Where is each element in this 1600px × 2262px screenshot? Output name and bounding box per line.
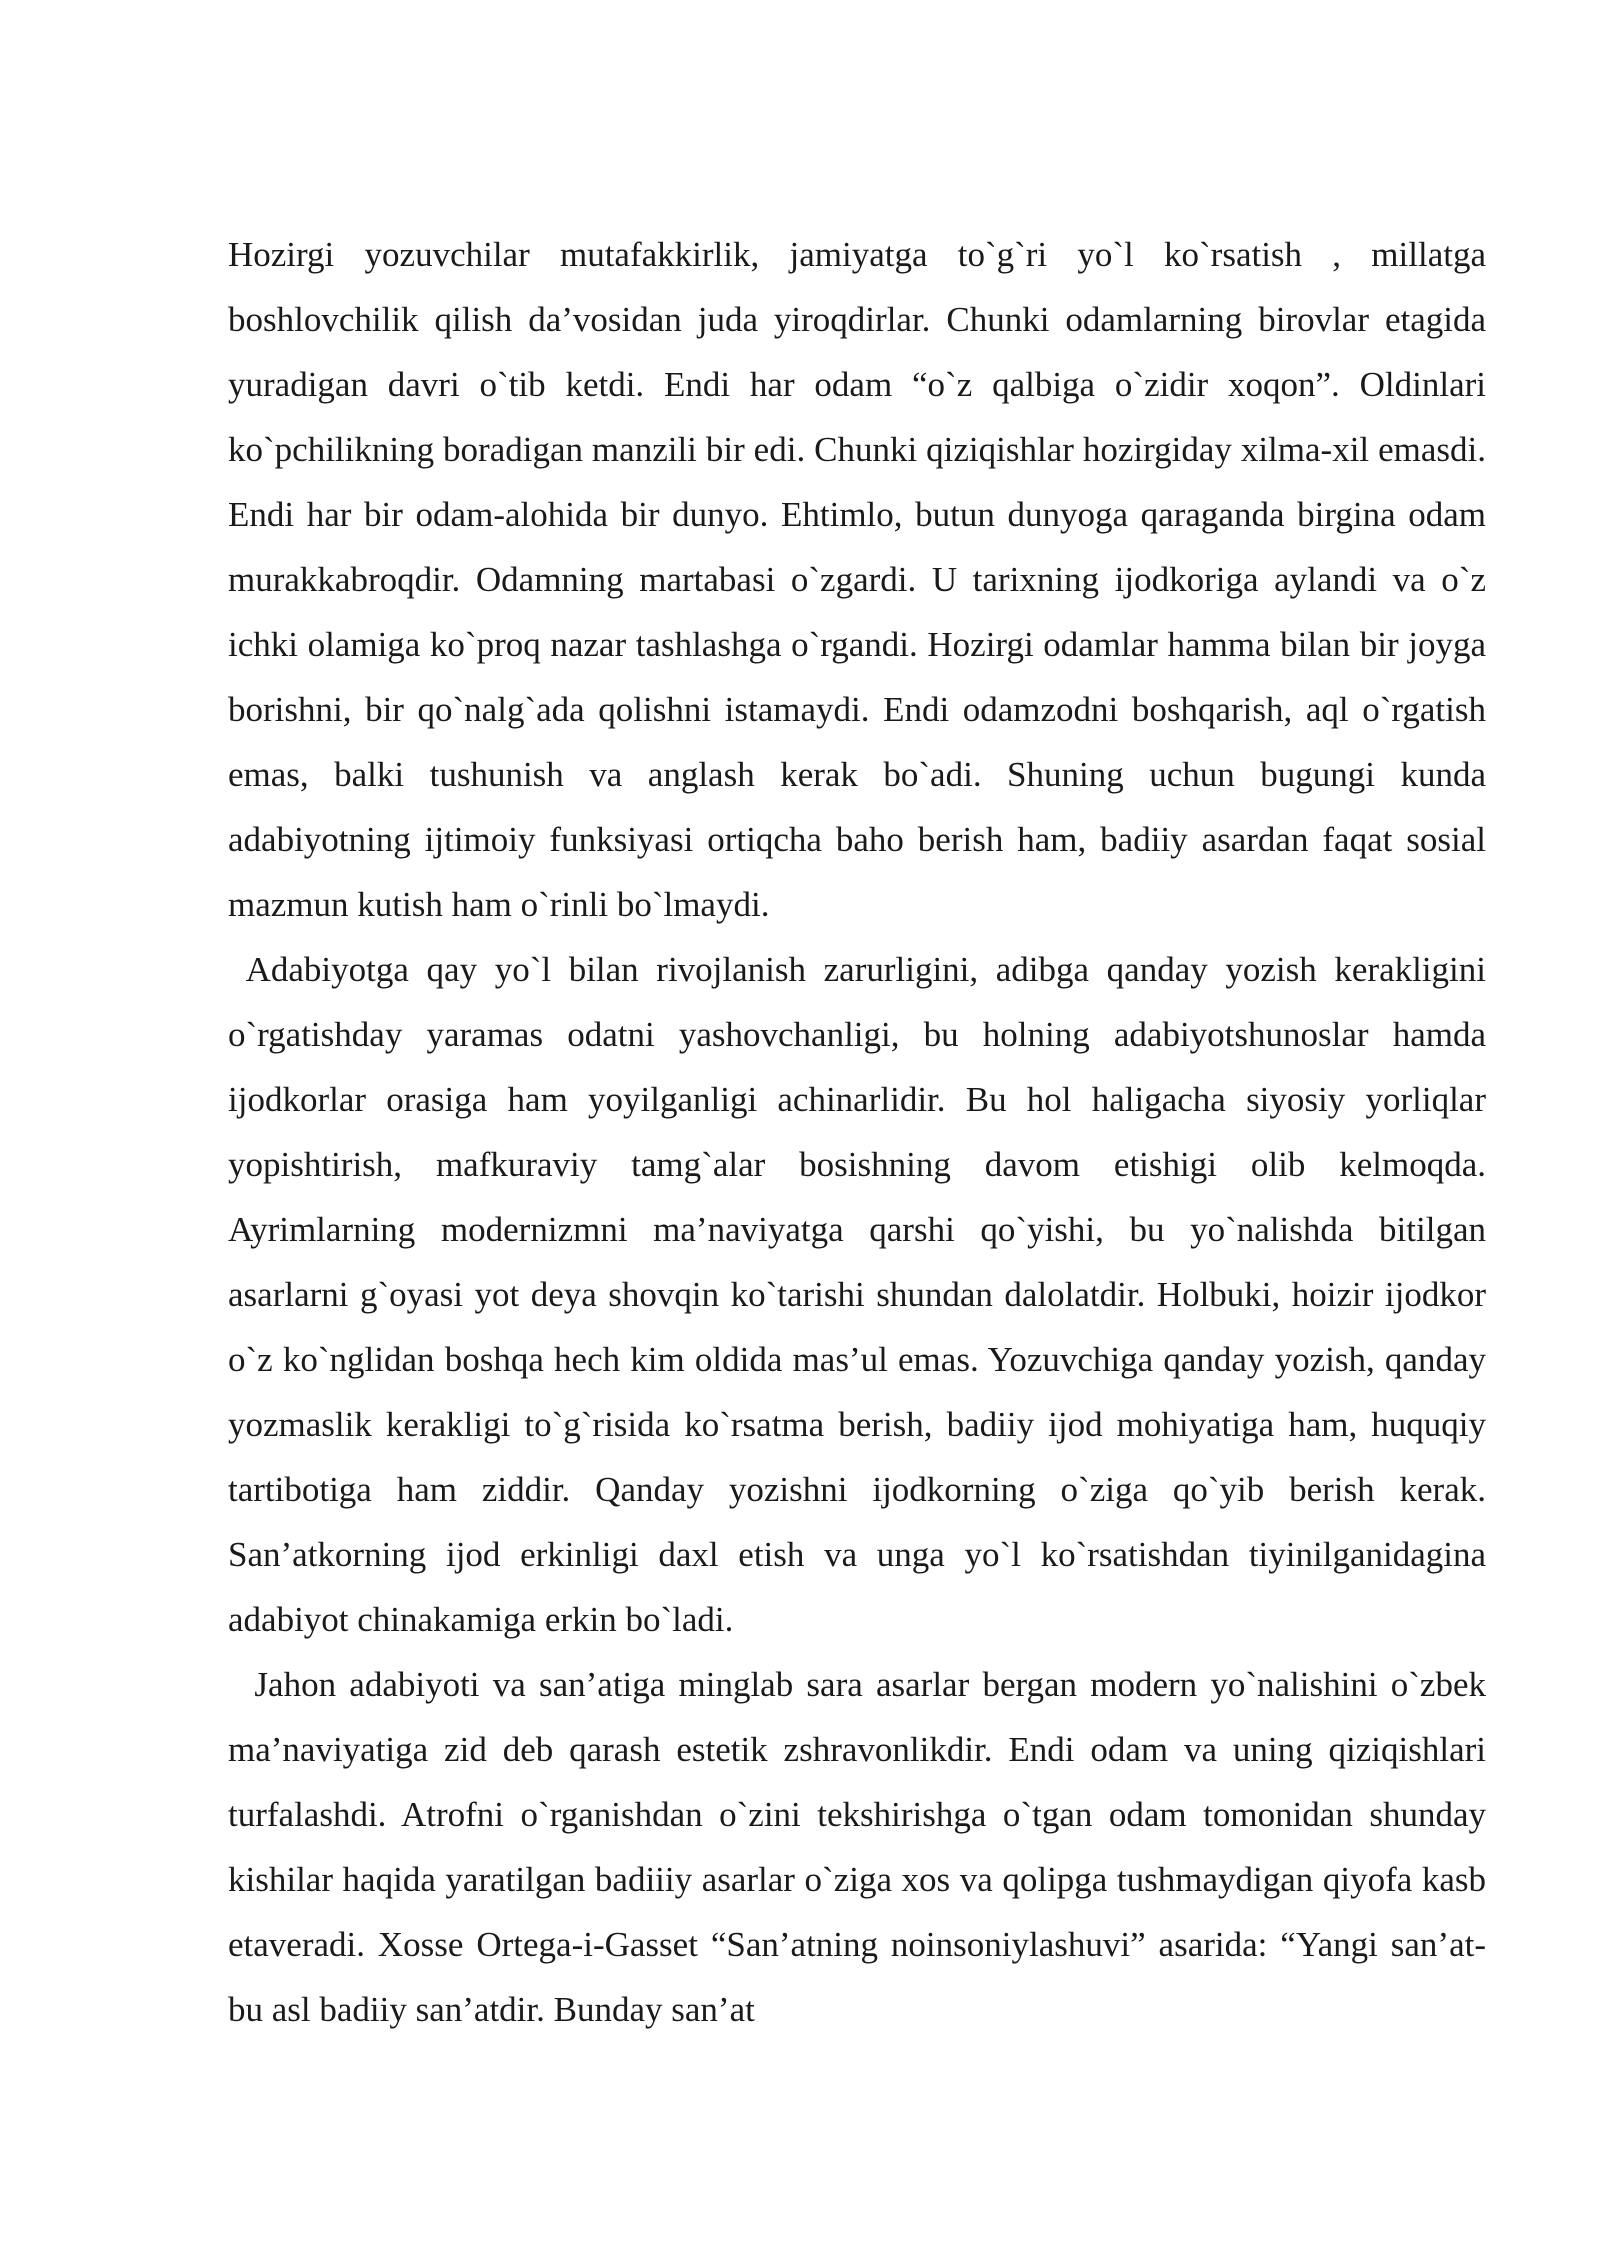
paragraph-3: Jahon adabiyoti va san’atiga minglab sara asarlar bergan modern yo`nalishini o`zbek ma’naviyatiga zid deb qarash estetik zshravonlikdir. Endi odam va uning qiziqishlari turfalashdi. Atrofni o`rganishdan o`zini tekshirishga o`tgan odam tomonidan shunday kishilar haqida yaratilgan badiiiy asarlar o`ziga xos va qolipga tushmaydigan qiyofa kasb etaveradi. Xosse Ortega-i-Gasset “San’atning noinsoniylashuvi” asarida: “Yangi san’at-bu asl badiiy san’atdir. Bunday san’at (228, 1665, 1495, 2029)
document-body (228, 222, 1495, 2042)
paragraph-2: Adabiyotga qay yo`l bilan rivojlanish zarurligini, adibga qanday yozish kerakligini o`rgatishday yaramas odatni yashovchanligi, bu holning adabiyotshunoslar hamda ijodkorlar orasiga ham yoyilganligi achinarlidir. Bu hol haligacha siyosiy yorliqlar yopishtirish, mafkuraviy tamg`alar bosishning davom etishigi olib kelmoqda. Ayrimlarning modernizmni ma’naviyatga qarshi qo`yishi, bu yo`nalishda bitilgan asarlarni g`oyasi yot deya shovqin ko`tarishi shundan dalolatdir. Holbuki, hoizir ijodkor o`z ko`nglidan boshqa hech kim oldida mas’ul emas. Yozuvchiga qanday yozish, qanday yozmaslik kerakligi to`g`risida ko`rsatma berish, badiiy ijod mohiyatiga ham, huquqiy tartibotiga ham ziddir. Qanday yozishni ijodkorning o`ziga qo`yib berish kerak. San’atkorning ijod erkinligi daxl etish va unga yo`l ko`rsatishdan tiyinilganidagina adabiyot chinakamiga erkin bo`ladi. (228, 950, 1495, 1639)
paragraph-1: Hozirgi yozuvchilar mutafakkirlik, jamiyatga to`g`ri yo`l ko`rsatish , millatga boshlovchilik qilish da’vosidan juda yiroqdirlar. Chunki odamlarning birovlar etagida yuradigan davri o`tib ketdi. Endi har odam “o`z qalbiga o`zidir xoqon”. Oldinlari ko`pchilikning boradigan manzili bir edi. Chunki qiziqishlar hozirgiday xilma-xil emasdi. Endi har bir odam-alohida bir dunyo. Ehtimlo, butun dunyoga qaraganda birgina odam murakkabroqdir. Odamning martabasi o`zgardi. U tarixning ijodkoriga aylandi va o`z ichki olamiga ko`proq nazar tashlashga o`rgandi. Hozirgi odamlar hamma bilan bir joyga borishni, bir qo`nalg`ada qolishni istamaydi. Endi odamzodni boshqarish, aql o`rgatish emas, balki tushunish va anglash kerak bo`adi. Shuning uchun bugungi kunda adabiyotning ijtimoiy funksiyasi ortiqcha baho berish ham, badiiy asardan faqat sosial mazmun kutish ham o`rinli bo`lmaydi. (228, 235, 1486, 924)
